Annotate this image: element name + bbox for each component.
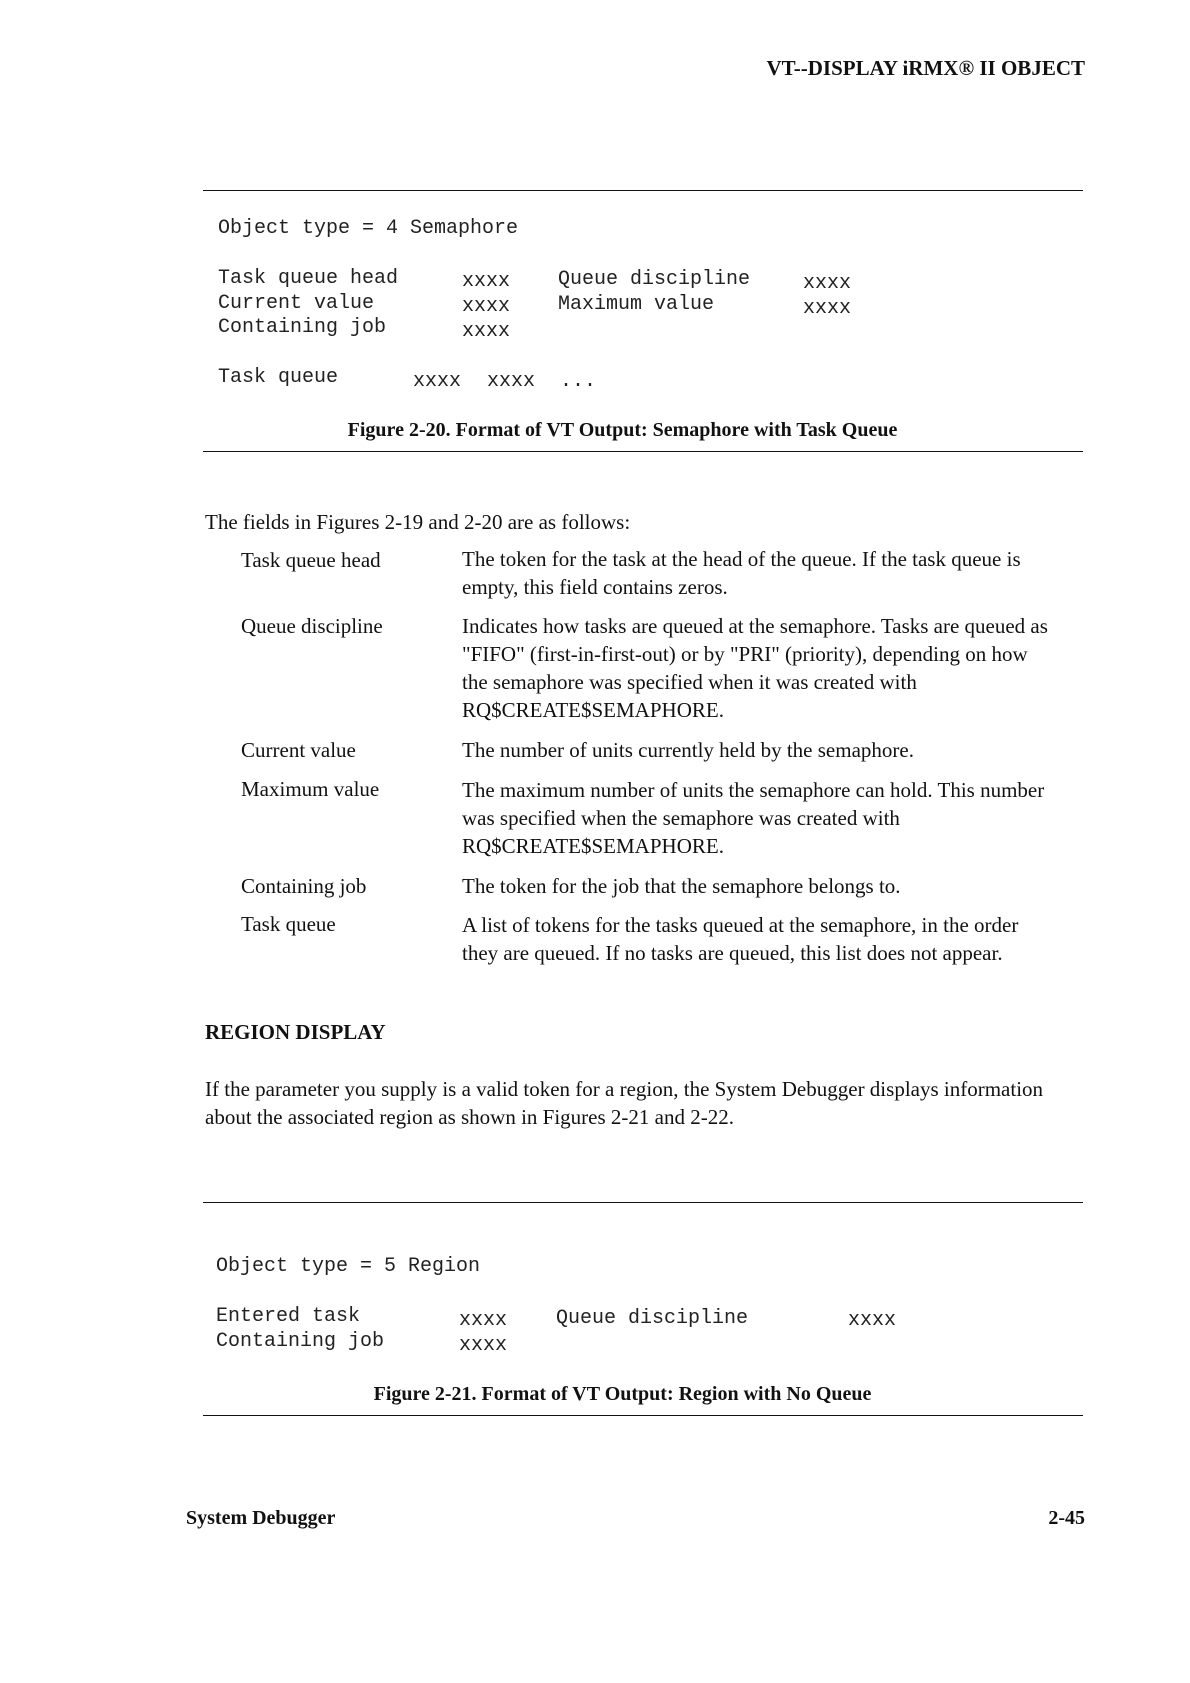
field-label: Entered task [216, 1305, 361, 1328]
field-label: Containing job [216, 1330, 385, 1353]
figure-bottom-rule [203, 1415, 1083, 1416]
field-value: xxxx [462, 295, 511, 318]
field-value: xxxx [462, 270, 511, 293]
page-number: 2-45 [1048, 1507, 1085, 1529]
field-value: xxxx [459, 1309, 508, 1332]
task-queue-value: xxxx [487, 370, 536, 393]
running-header: VT--DISPLAY iRMX® II OBJECT [766, 56, 1085, 80]
section-paragraph: If the parameter you supply is a valid token for a region, the System Debugger displays information about the associated region as shown in Figures 2-21 and 2-22. [205, 1077, 1044, 1129]
definition-text: The token for the task at the head of the queue. If the task queue is empty, this field contains zeros. [462, 547, 1021, 599]
definition-term: Maximum value [241, 777, 380, 801]
field-label: Maximum value [558, 293, 715, 316]
section-heading: REGION DISPLAY [205, 1020, 386, 1044]
figure-caption: Figure 2-20. Format of VT Output: Semaphore with Task Queue [347, 419, 898, 441]
definition-term: Containing job [241, 874, 367, 898]
definition-term: Queue discipline [241, 614, 383, 638]
definition-term: Task queue head [241, 548, 381, 572]
definition-text: The token for the job that the semaphore belongs to. [462, 874, 901, 898]
task-queue-value: xxxx [413, 370, 462, 393]
object-type-line: Object type = 4 Semaphore [218, 217, 519, 240]
field-value: xxxx [848, 1309, 897, 1332]
figure-bottom-rule [203, 451, 1083, 452]
footer-title: System Debugger [186, 1507, 336, 1529]
field-label: Containing job [218, 316, 387, 339]
definition-text: Indicates how tasks are queued at the semaphore. Tasks are queued as "FIFO" (first-in-first-out) or by "PRI" (priority), depending on how the semaphore was specified when it was created with RQ$CREATE$SEMAPHORE. [462, 614, 1048, 722]
task-queue-ellipsis: ... [560, 370, 597, 393]
field-label: Current value [218, 292, 375, 315]
definition-text: A list of tokens for the tasks queued at the semaphore, in the order they are queued. If no tasks are queued, this list does not appear. [462, 913, 1019, 965]
figure-top-rule [203, 1202, 1083, 1203]
figure-caption: Figure 2-21. Format of VT Output: Region with No Queue [373, 1383, 872, 1405]
definition-term: Task queue [241, 912, 336, 936]
fields-intro: The fields in Figures 2-19 and 2-20 are as follows: [205, 510, 631, 534]
field-label: Queue discipline [556, 1307, 749, 1330]
field-value: xxxx [803, 297, 852, 320]
field-value: xxxx [462, 320, 511, 343]
definition-text: The maximum number of units the semaphore can hold. This number was specified when the semaphore was created with RQ$CREATE$SEMAPHORE. [462, 778, 1045, 858]
field-value: xxxx [803, 272, 852, 295]
field-label: Task queue head [218, 267, 399, 290]
figure-top-rule [203, 190, 1083, 191]
definition-term: Current value [241, 738, 356, 762]
field-value: xxxx [459, 1334, 508, 1357]
task-queue-label: Task queue [218, 366, 339, 389]
definition-text: The number of units currently held by the semaphore. [462, 738, 914, 762]
field-label: Queue discipline [558, 268, 751, 291]
object-type-line: Object type = 5 Region [216, 1255, 481, 1278]
